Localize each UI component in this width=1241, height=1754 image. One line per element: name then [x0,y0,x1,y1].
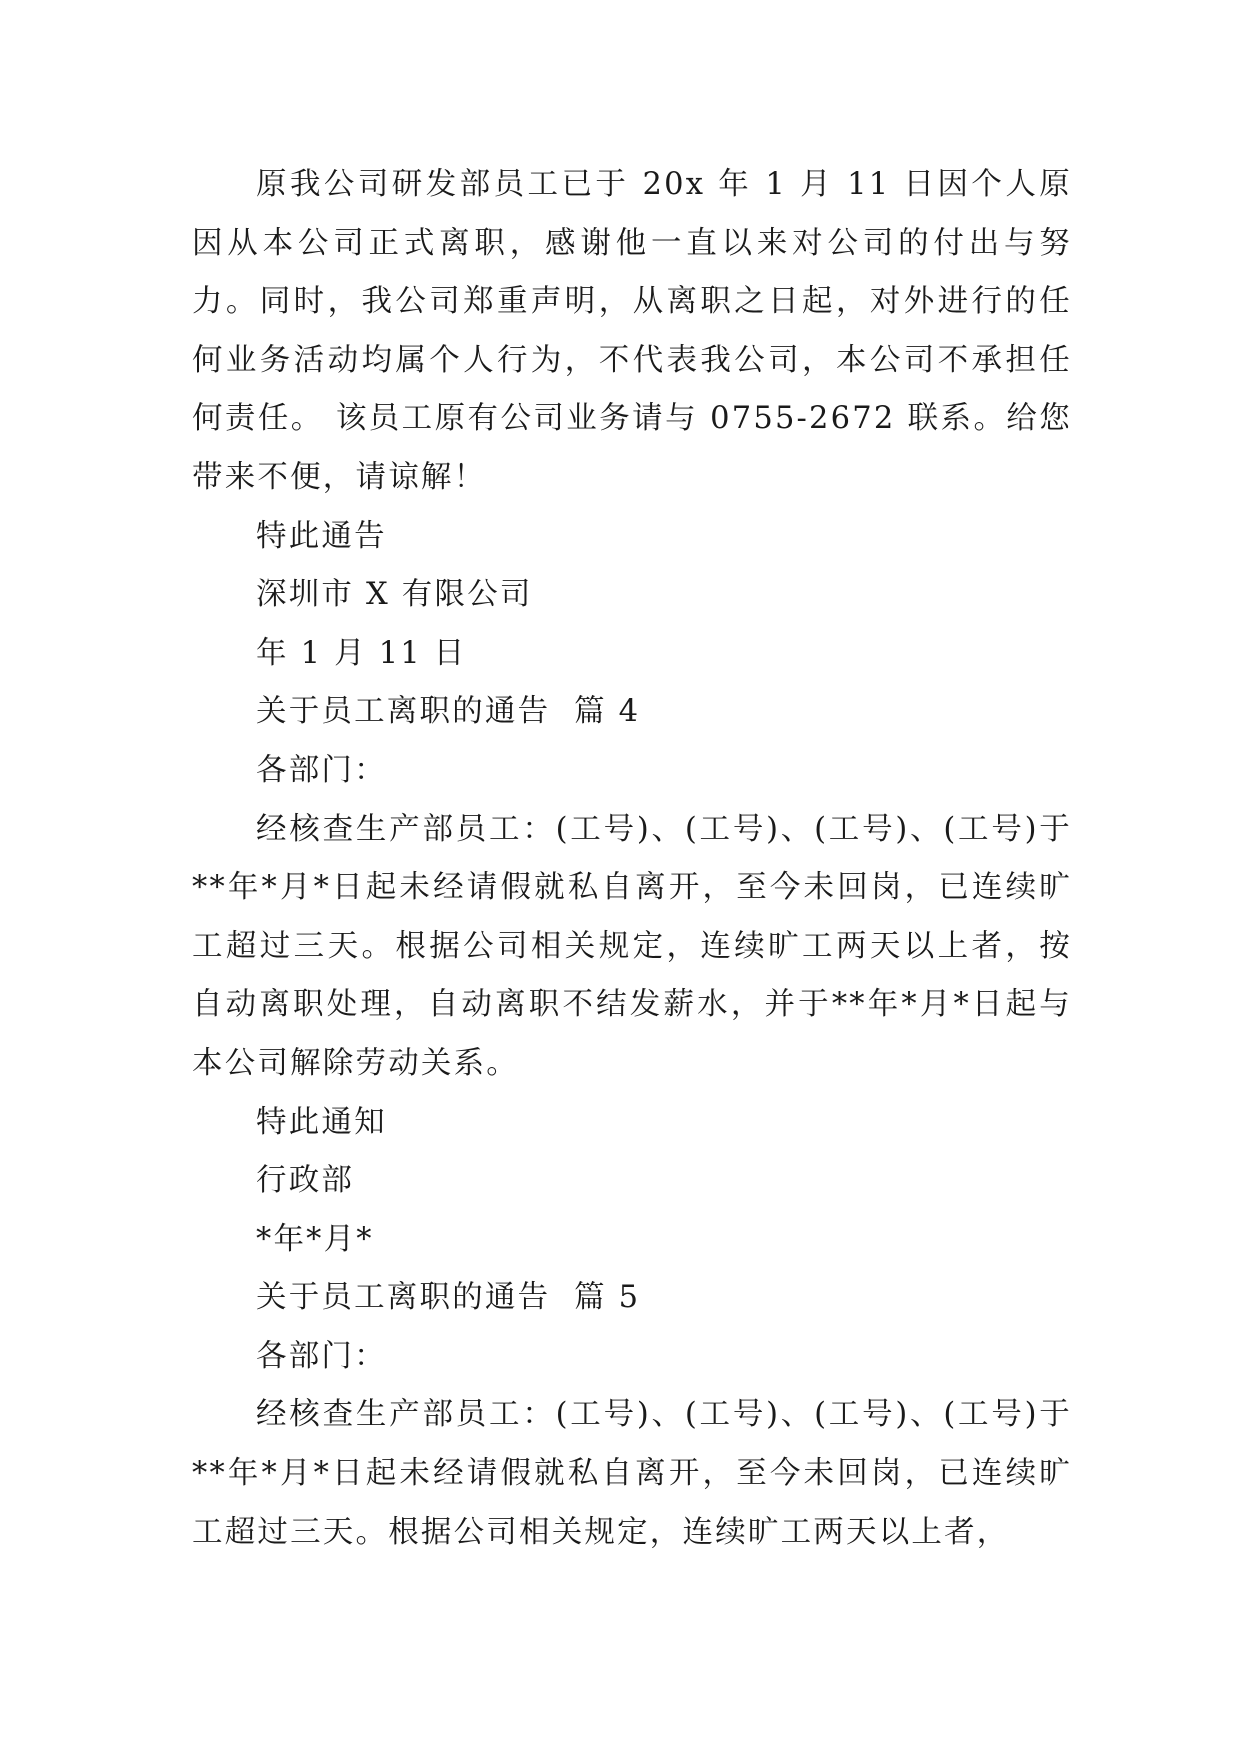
paragraph-department: 行政部 [256,1163,355,1199]
paragraph-date-2: *年*月* [256,1221,374,1257]
paragraph-absence-notice: 经核查生产部员工：(工号)、(工号)、(工号)、(工号)于**年*月*日起未经请假就私自离开，至今未回岗，已连续旷工超过三天。根据公司相关规定，连续旷工两天以上者，按自动离职处理，自动离职不结发薪水，并于**年*月*日起与本公司解除劳动关系。 [192,811,1072,1081]
paragraph-company-name: 深圳市 X 有限公司 [256,577,533,613]
paragraph-absence-notice-2: 经核查生产部员工：(工号)、(工号)、(工号)、(工号)于**年*月*日起未经请假就私自离开，至今未回岗，已连续旷工超过三天。根据公司相关规定，连续旷工两天以上者， [192,1397,1072,1550]
paragraph-salutation-2: 各部门： [256,1338,387,1374]
paragraph-notice-closing: 特此通告 [256,518,387,554]
paragraph-salutation: 各部门： [256,752,387,788]
paragraph-resignation-notice: 原我公司研发部员工已于 20x 年 1 月 11 日因个人原因从本公司正式离职，感谢他一直以来对公司的付出与努力。同时，我公司郑重声明，从离职之日起，对外进行的任何业务活动均属个人行为，不代表我公司，本公司不承担任何责任。 该员工原有公司业务请与 0755-2672 联系。给您带来不便，请谅解！ [192,167,1072,495]
section-heading-5: 关于员工离职的通告 篇 5 [256,1280,641,1316]
paragraph-notice-closing-2: 特此通知 [256,1104,387,1140]
document-body [192,156,1072,1562]
section-heading-4: 关于员工离职的通告 篇 4 [256,694,641,730]
paragraph-date: 年 1 月 11 日 [256,635,467,671]
